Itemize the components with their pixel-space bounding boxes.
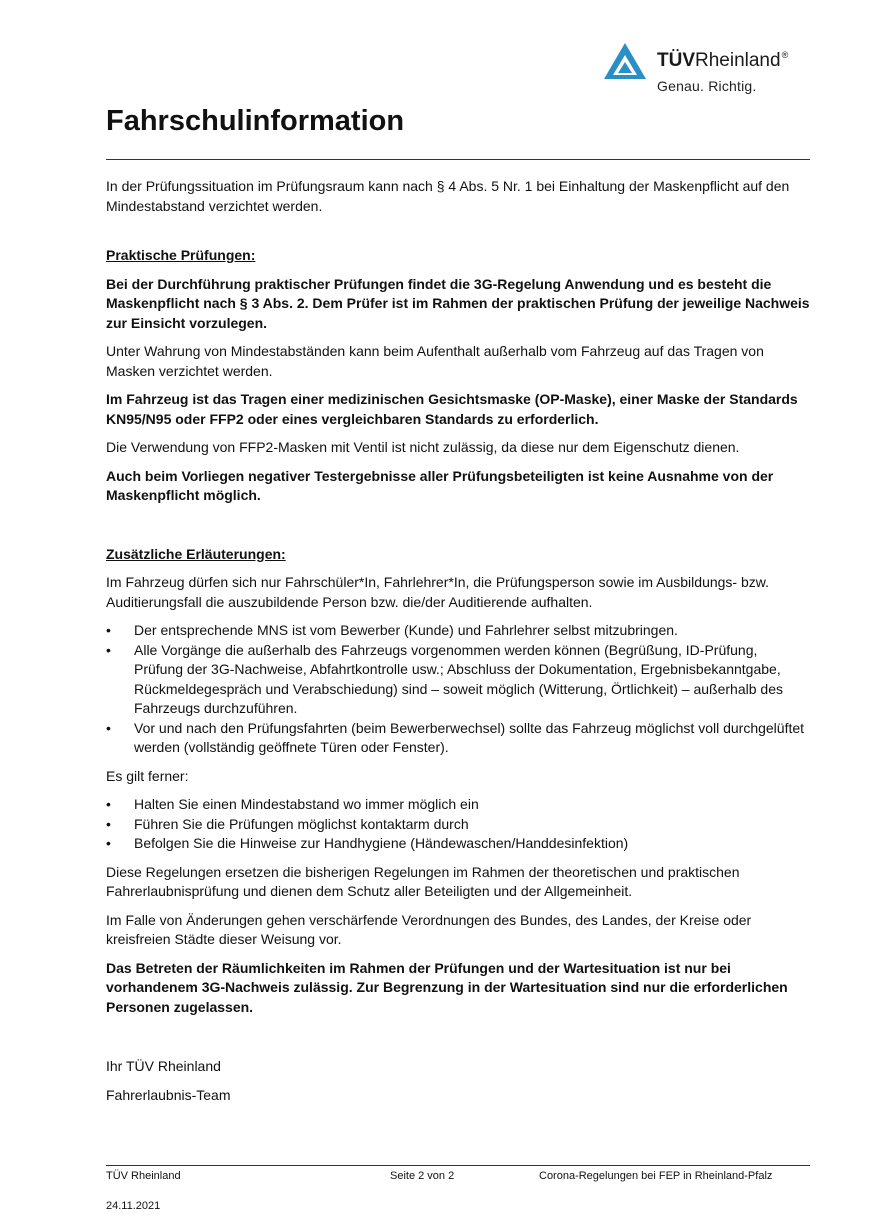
title-divider (106, 159, 810, 160)
additional-paragraph-1: Im Fahrzeug dürfen sich nur Fahrschüler*In, Fahrlehrer*In, die Prüfungsperson sowie im Ausbildungs- bzw. Auditierungsfall die auszubildende Person bzw. die/der Auditierende aufhalten. (106, 574, 769, 610)
practical-paragraph-1: Bei der Durchführung praktischer Prüfungen findet die 3G-Regelung Anwendung und es besteht die Maskenpflicht nach § 3 Abs. 2. Dem Prüfer ist im Rahmen der praktischen Prüfung der jeweilige Nachweis zur Einsicht vorzulegen. (106, 275, 810, 331)
list-item: • Führen Sie die Prüfungen möglichst kontaktarm durch (106, 815, 810, 835)
section-heading-additional: Zusätzliche Erläuterungen: (106, 545, 286, 562)
list-item: • Alle Vorgänge die außerhalb des Fahrzeugs vorgenommen werden können (Begrüßung, ID-Prüfung, Prüfung der 3G-Nachweise, Abfahrtkontrolle usw.; Abschluss der Dokumentation, Ergebnisbekanntgabe, Rückmeldegespräch und Verabschiedung) sind – soweit möglich (Witterung, Örtlichkeit) – außerhalb des Fahrzeugs durchzuführen. (106, 641, 810, 719)
list-item: • Befolgen Sie die Hinweise zur Handhygiene (Händewaschen/Handdesinfektion) (106, 834, 810, 854)
logo-slogan: Genau. Richtig. (657, 78, 757, 94)
footer-page-number: Seite 2 von 2 (390, 1170, 455, 1182)
section-heading-practical: Praktische Prüfungen: (106, 247, 256, 263)
additional-paragraph-4: Das Betreten der Räumlichkeiten im Rahmen der Prüfungen und der Wartesituation ist nur bei vorhandenem 3G-Nachweis zulässig. Zur Begrenzung in der Wartesituation sind nur die erforderlichen Personen zugelassen. (106, 959, 788, 1015)
bullet-list-1 (106, 621, 810, 758)
tuv-rheinland-logo (603, 42, 823, 98)
footer-divider (106, 1165, 810, 1166)
signature-line-1: Ihr TÜV Rheinland (106, 1058, 221, 1074)
list-item: • Vor und nach den Prüfungsfahrten (beim Bewerberwechsel) sollte das Fahrzeug möglichst voll durchgelüftet werden (vollständig geöffnete Türen oder Fenster). (106, 719, 810, 758)
additional-paragraph-3: Im Falle von Änderungen gehen verschärfende Verordnungen des Bundes, des Landes, der Kreise oder kreisfreien Städte dieser Weisung vor. (106, 911, 752, 947)
practical-paragraph-3: Im Fahrzeug ist das Tragen einer medizinischen Gesichtsmaske (OP-Maske), einer Maske der Standards KN95/N95 oder FFP2 oder eines vergleichbaren Standards zu erforderlich. (106, 391, 798, 427)
bullet-list-2 (106, 795, 810, 854)
list-item: • Der entsprechende MNS ist vom Bewerber (Kunde) und Fahrlehrer selbst mitzubringen. (106, 621, 810, 641)
list-lead: Es gilt ferner: (106, 767, 189, 784)
additional-paragraph-2: Diese Regelungen ersetzen die bisherigen Regelungen im Rahmen der theoretischen und praktischen Fahrerlaubnisprüfung und dienen dem Schutz aller Beteiligten und der Allgemeinheit. (106, 863, 740, 899)
logo-triangle-icon (603, 42, 647, 80)
logo-brand: TÜVRheinland® (657, 50, 789, 71)
signature-line-2: Fahrerlaubnis-Team (106, 1086, 231, 1103)
intro-paragraph: In der Prüfungssituation im Prüfungsraum kann nach § 4 Abs. 5 Nr. 1 bei Einhaltung der Maskenpflicht auf den Mindestabstand verzichtet werden. (106, 178, 790, 214)
footer-right: Corona-Regelungen bei FEP in Rheinland-Pfalz (539, 1170, 773, 1182)
list-item: • Halten Sie einen Mindestabstand wo immer möglich ein (106, 795, 810, 815)
footer-left: TÜV Rheinland (106, 1170, 181, 1182)
page-title: Fahrschulinformation (106, 105, 405, 137)
footer-date: 24.11.2021 (106, 1200, 161, 1212)
practical-paragraph-5: Auch beim Vorliegen negativer Testergebnisse aller Prüfungsbeteiligten ist keine Ausnahme von der Maskenpflicht möglich. (106, 467, 774, 503)
practical-paragraph-2: Unter Wahrung von Mindestabständen kann beim Aufenthalt außerhalb vom Fahrzeug auf das Tragen von Masken verzichtet werden. (106, 343, 764, 379)
document-body (106, 177, 810, 1114)
practical-paragraph-4: Die Verwendung von FFP2-Masken mit Ventil ist nicht zulässig, da diese nur dem Eigenschutz dienen. (106, 439, 740, 455)
